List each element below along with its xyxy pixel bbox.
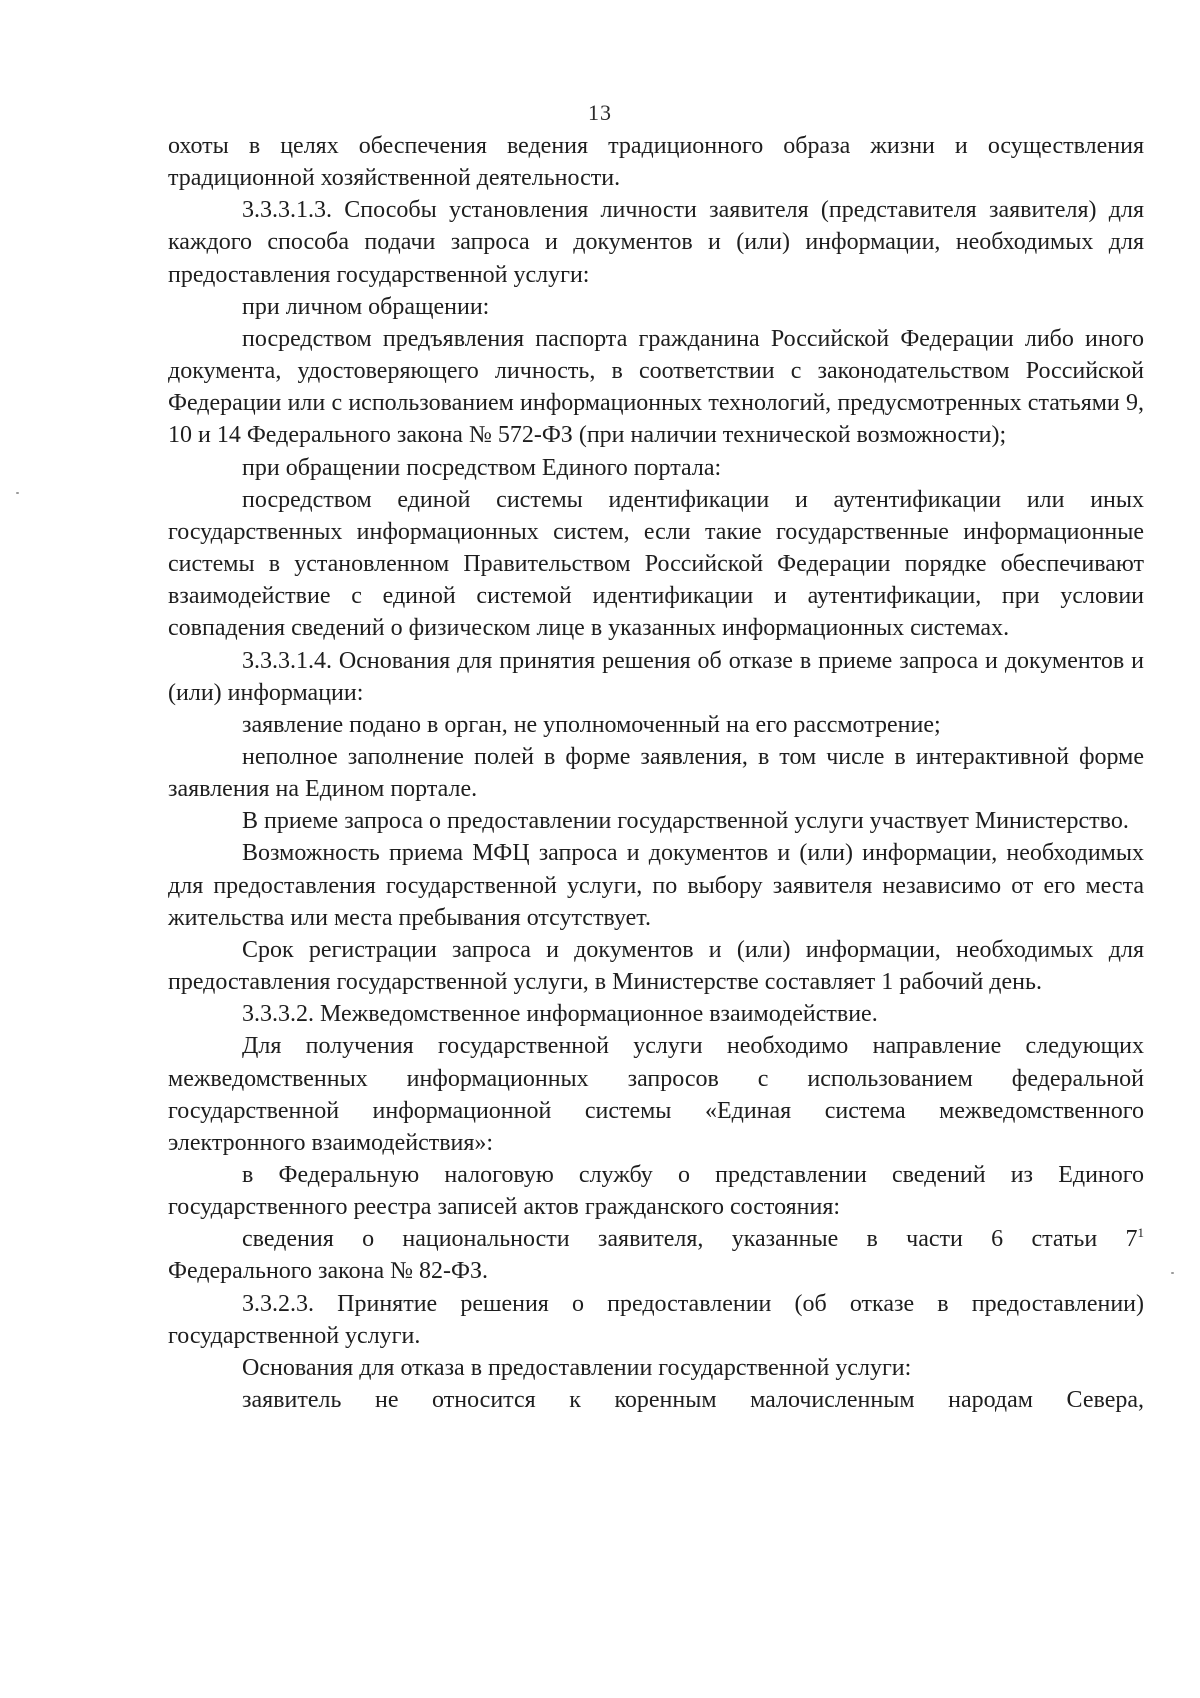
scan-speck <box>16 492 19 494</box>
paragraph: Возможность приема МФЦ запроса и документов и (или) информации, необходимых для предоставления государственной услуги, по выбору заявителя независимо от его места жительства или места пребывания отсутствует. <box>168 840 1144 931</box>
paragraph: посредством единой системы идентификации и аутентификации или иных государственных информационных систем, если такие государственные информационные системы в установленном Правительством Российской Федерации порядке обеспечивают взаимодействие с единой системой идентификации и аутентификации, при условии совпадения сведений о физическом лице в указанных информационных системах. <box>168 486 1144 642</box>
page-number: 13 <box>588 100 612 125</box>
paragraph: Основания для отказа в предоставлении государственной услуги: <box>242 1354 912 1381</box>
paragraph: заявитель не относится к коренным малочисленным народам Севера, <box>242 1387 1144 1414</box>
paragraph: В приеме запроса о предоставлении государственной услуги участвует Министерство. <box>242 808 1129 835</box>
paragraph: при обращении посредством Единого портала: <box>242 454 722 481</box>
paragraph: посредством предъявления паспорта гражданина Российской Федерации либо иного документа, удостоверяющего личность, в соответствии с законодательством Российской Федерации или с использованием информационных технологий, предусмотренных статьями 9, 10 и 14 Федерального закона № 572-ФЗ (при наличии технической возможности); <box>168 325 1144 449</box>
paragraph: при личном обращении: <box>242 293 490 320</box>
paragraph: 3.3.3.1.3. Способы установления личности заявителя (представителя заявителя) для каждого способа подачи запроса и документов и (или) информации, необходимых для предоставления государственной услуги: <box>168 197 1144 288</box>
paragraph-text: сведения о национальности заявителя, указанные в части 6 статьи 7 <box>242 1226 1138 1253</box>
paragraph-with-superscript <box>168 1223 1144 1255</box>
paragraph: Срок регистрации запроса и документов и (или) информации, необходимых для предоставления государственной услуги, в Министерстве составляет 1 рабочий день. <box>168 936 1144 996</box>
scan-speck <box>1171 1272 1174 1274</box>
paragraph: заявление подано в орган, не уполномоченный на его рассмотрение; <box>242 711 941 738</box>
document-body <box>168 130 1144 1416</box>
paragraph: Для получения государственной услуги необходимо направление следующих межведомственных информационных запросов с использованием федеральной государственной информационной системы «Единая система межведомственного электронного взаимодействия»: <box>168 1033 1144 1156</box>
paragraph: 3.3.2.3. Принятие решения о предоставлении (об отказе в предоставлении) государственной услуги. <box>168 1290 1144 1349</box>
paragraph: неполное заполнение полей в форме заявления, в том числе в интерактивной форме заявления на Едином портале. <box>168 743 1144 803</box>
paragraph: в Федеральную налоговую службу о представлении сведений из Единого государственного реестра записей актов гражданского состояния: <box>168 1162 1144 1221</box>
paragraph-continuation: Федерального закона № 82-ФЗ. <box>168 1258 488 1285</box>
superscript: 1 <box>1137 1225 1144 1241</box>
paragraph: 3.3.3.1.4. Основания для принятия решения об отказе в приеме запроса и документов и (или) информации: <box>168 647 1144 706</box>
paragraph: 3.3.3.2. Межведомственное информационное взаимодействие. <box>242 1001 878 1028</box>
paragraph: охоты в целях обеспечения ведения традиционного образа жизни и осуществления традиционной хозяйственной деятельности. <box>168 133 1144 192</box>
